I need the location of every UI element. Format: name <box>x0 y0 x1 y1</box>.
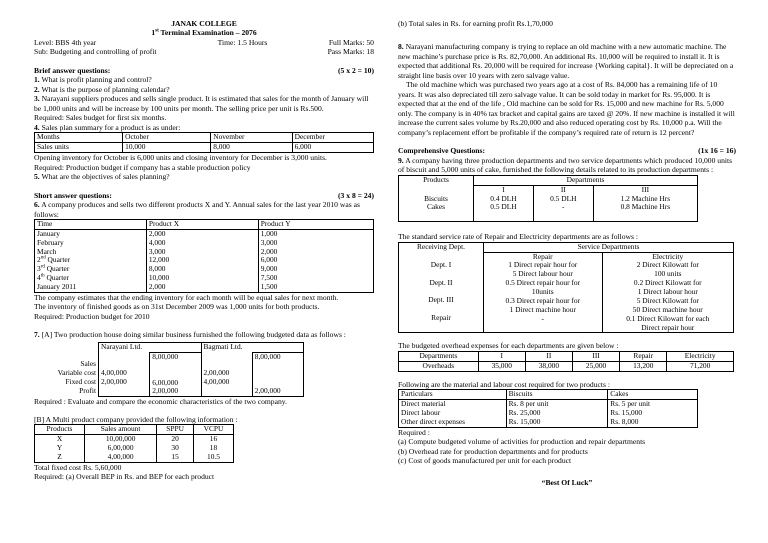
q6-note-2: The inventory of finished goods as on 31st December 2009 was 1,000 units for both products. <box>34 302 320 312</box>
q4-note: Opening inventory for October is 6,000 units and closing inventory for December is 3,000 units. <box>34 153 327 163</box>
material-table: Particulars Biscuits Cakes Direct material Direct labour Other direct expenses Rs. 8 per unit Rs. 25,000 Rs. 15,000 Rs. 5 per unit Rs. 15,000 Rs. 8,000 <box>398 389 698 428</box>
exam-title: 1st Terminal Examination – 2076 <box>151 28 257 38</box>
required-a: (a) Compute budgeted volume of activities for production and repair departments <box>398 437 646 447</box>
pass-marks: Pass Marks: 18 <box>327 47 374 57</box>
subject: Sub: Budgeting and controlling of profit <box>34 47 157 57</box>
required-label: Required : <box>398 427 430 437</box>
required-c: (c) Cost of goods manufactured per unit for each product <box>398 456 572 466</box>
q4: 4. Sales plan summary for a product is as under: <box>34 122 181 132</box>
q4-required: Required: Production budget if company has a stable production policy <box>34 162 251 172</box>
level: Level: BBS 4th year <box>34 37 97 47</box>
q7a-table: Narayani Ltd. Bagmati Ltd. Sales Variable cost Fixed cost Profit 4,00,000 2,00,000 8,00,000 6,00,000 2,00,000 2,00,000 4,00,000 8,00,000 2,00,000 <box>34 342 304 397</box>
q7b: [B] A Multi product company provided the following information : <box>34 414 238 424</box>
q5: 5. What are the objectives of sales planning? <box>34 172 170 182</box>
q7b-fixed-cost: Total fixed cost Rs. 5,60,000 <box>34 462 122 472</box>
q6-times: January February March 2nd Quarter 3rd Quarter 4th Quarter January 2011 <box>35 229 147 292</box>
q8-part-2: The old machine which was purchased two years ago at a cost of Rs. 84,000 has a remaining life of 10 years. It was also depreciated till zero salvage value. It can be sold today in market for Rs. 95,000. It is expected that at the end of the life , Old machine can be sold for Rs. 15,000 and new machine for Rs. 5,000 only. The company is in 40% tax bracket and capital gains are taxed @ 20%. If new machine is installed it will increase the current sales volume by Rs.20,000 and also reduced operating cost by Rs. 10,000 p.a. Will the company’s replacement effort be profitable if the company’s required rate of return is 12 percent? <box>398 80 735 137</box>
q9: 9. A company having three production departments and two service departments which produced 10,000 units of biscuit and 5,000 units of cake, furnished the following details related to its production departments : <box>398 155 733 175</box>
q6-table: Time Product X Product Y January February March 2nd Quarter 3rd Quarter 4th Quarter January 2011 2,000 4,000 3,000 12,000 8,000 10,000 2,000 1,000 3,000 2,000 6,000 9,000 7,500 1,500 <box>34 219 374 293</box>
q7b-table: Products Sales amount SPPU VCPU X Y Z 10,00,000 6,00,000 4,00,000 20 30 15 16 18 10.5 <box>34 424 234 463</box>
header-row-1 <box>34 38 374 47</box>
material-intro: Following are the material and labour cost required for two products : <box>398 379 610 389</box>
q6-required: Required: Production budget for 2010 <box>34 311 150 321</box>
header-row-2 <box>34 47 374 56</box>
overhead-table: Departments I II III Repair Electricity Overheads 35,000 38,000 25,000 13,200 71,200 <box>398 351 734 372</box>
footer-best-of-luck: “Best Of Luck” <box>541 477 593 487</box>
q8: 8. Narayani manufacturing company is trying to replace an old machine with a new automatic machine. The new machine’s purchase price is Rs. 82,70,000. An additional Rs. 10,000 will be required to install it. It is expected that additional Rs. 20,000 will be required for increase {Working capital}. It will be depreciated on a straight line basis over 10 years with zero salvage value. <box>398 42 734 80</box>
brief-heading: Brief answer questions: (5 x 2 = 10) <box>34 65 374 75</box>
overhead-intro: The budgeted overhead expenses for each departments are given below : <box>398 341 619 351</box>
comprehensive-heading: Comprehensive Questions: (1x 16 = 16) <box>398 146 736 156</box>
std-rate-intro: The standard service rate of Repair and Electricity departments are as follows : <box>398 232 638 242</box>
college-name: JANAK COLLEGE <box>171 19 237 28</box>
q6-note-1: The company estimates that the ending inventory for each month will be equal sales for next month. <box>34 292 339 302</box>
right-column <box>398 0 736 487</box>
required-b: (b) Overhead rate for production departments and for products <box>398 446 588 456</box>
q6: 6. A company produces and sells two different products X and Y. Annual sales for the last year 2010 was as follows: <box>34 200 360 219</box>
q6-product-y: 1,000 3,000 2,000 6,000 9,000 7,500 1,500 <box>258 229 373 292</box>
dept-table: Products Departments I II III Biscuits Cakes 0.4 DLH 0.5 DLH 0.5 DLH - 1.2 Machine Hrs 0.8 Machine Hrs <box>398 175 698 222</box>
time: Time: 1.5 Hours <box>217 37 268 47</box>
full-marks: Full Marks: 50 <box>328 37 374 47</box>
q7a: 7. [A] Two production house doing similar business furnished the following budgeted data as follows : <box>34 330 346 340</box>
service-table: Receiving Dept. Service Departments Dept. I Dept. II Dept. III Repair Repair 1 Direct repair hour for 5 Direct labour hour 0.5 Direct repair hour for 10units 0.3 Direct repair hour for 1 Direct machine hour - Electricity 2 Direct Kilowatt for 100 units 0.2 Direct Kilowatt for 1 Direct labour hour 5 Direct Kilowatt for 50 Direct machine hour 0.1 Direct Kilowatt for each Direct repair hour <box>398 242 734 334</box>
q7b-required-b: (b) Total sales in Rs. for earning profit Rs.1,70,000 <box>398 19 553 28</box>
short-heading: Short answer questions: (3 x 8 = 24) <box>34 190 374 200</box>
q2: 2. What is the purpose of planning calendar? <box>34 84 170 94</box>
q7b-required: Required: (a) Overall BEP in Rs. and BEP for each product <box>34 472 215 482</box>
q3-required: Required: Sales budget for first six months. <box>34 113 167 123</box>
q4-table: Months October November December Sales units 10,000 8,000 6,000 <box>34 132 374 153</box>
q3: 3. Narayani suppliers produces and sells single product. It is estimated that sales for the month of January will be 1,000 units and will be increase by 100 units per month. The selling price per unit is Rs.500. <box>34 94 369 113</box>
q1: 1. What is profit planning and control? <box>34 75 152 85</box>
left-column <box>34 0 374 482</box>
q7a-required: Required : Evaluate and compare the economic characteristics of the two company. <box>34 397 287 407</box>
q6-product-x: 2,000 4,000 3,000 12,000 8,000 10,000 2,000 <box>146 229 258 292</box>
